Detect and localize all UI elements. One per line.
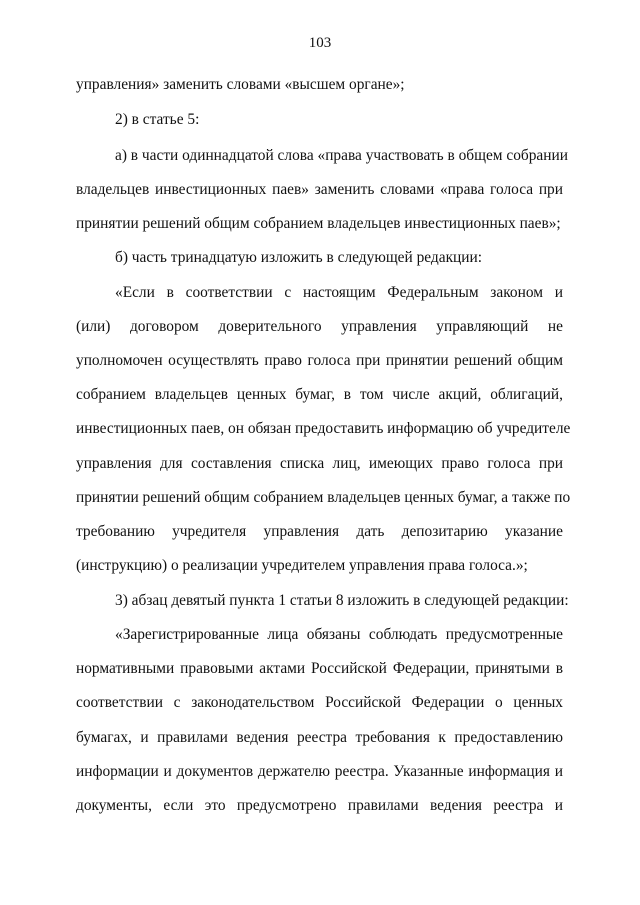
text-line: принятии решений общим собранием владельцев инвестиционных паев»;: [76, 215, 561, 232]
text-line: соответствии с законодательством Российской Федерации о ценных: [76, 694, 563, 711]
text-line: б) часть тринадцатую изложить в следующей редакции:: [115, 249, 483, 266]
text-line: документы, если это предусмотрено правилами ведения реестра и: [76, 797, 563, 814]
text-line: принятии решений общим собранием владельцев ценных бумаг, а также по: [76, 489, 571, 506]
text-line: уполномочен осуществлять право голоса при принятии решений общим: [76, 352, 563, 369]
text-line: «Зарегистрированные лица обязаны соблюдать предусмотренные: [115, 626, 563, 643]
text-line: нормативными правовыми актами Российской Федерации, принятыми в: [76, 660, 563, 677]
text-line: 3) абзац девятый пункта 1 статьи 8 изложить в следующей редакции:: [115, 592, 569, 609]
text-line: управления для составления списка лиц, имеющих право голоса при: [76, 455, 563, 472]
text-line: собранием владельцев ценных бумаг, в том числе акций, облигаций,: [76, 386, 563, 403]
text-line: (инструкцию) о реализации учредителем управления права голоса.»;: [76, 557, 528, 574]
text-line: требованию учредителя управления дать депозитарию указание: [76, 523, 563, 540]
text-line: информации и документов держателю реестра. Указанные информация и: [76, 763, 563, 780]
text-line: владельцев инвестиционных паев» заменить словами «права голоса при: [76, 181, 563, 198]
page-number: 103: [308, 35, 332, 51]
text-line: 2) в статье 5:: [115, 111, 200, 128]
text-line: управления» заменить словами «высшем органе»;: [76, 76, 405, 93]
text-line: а) в части одиннадцатой слова «права участвовать в общем собрании: [115, 147, 568, 164]
text-line: (или) договором доверительного управления управляющий не: [76, 318, 563, 335]
text-line: «Если в соответствии с настоящим Федеральным законом и: [115, 284, 563, 301]
text-line: инвестиционных паев, он обязан предоставить информацию об учредителе: [76, 420, 571, 437]
text-line: бумагах, и правилами ведения реестра требования к предоставлению: [76, 729, 563, 746]
